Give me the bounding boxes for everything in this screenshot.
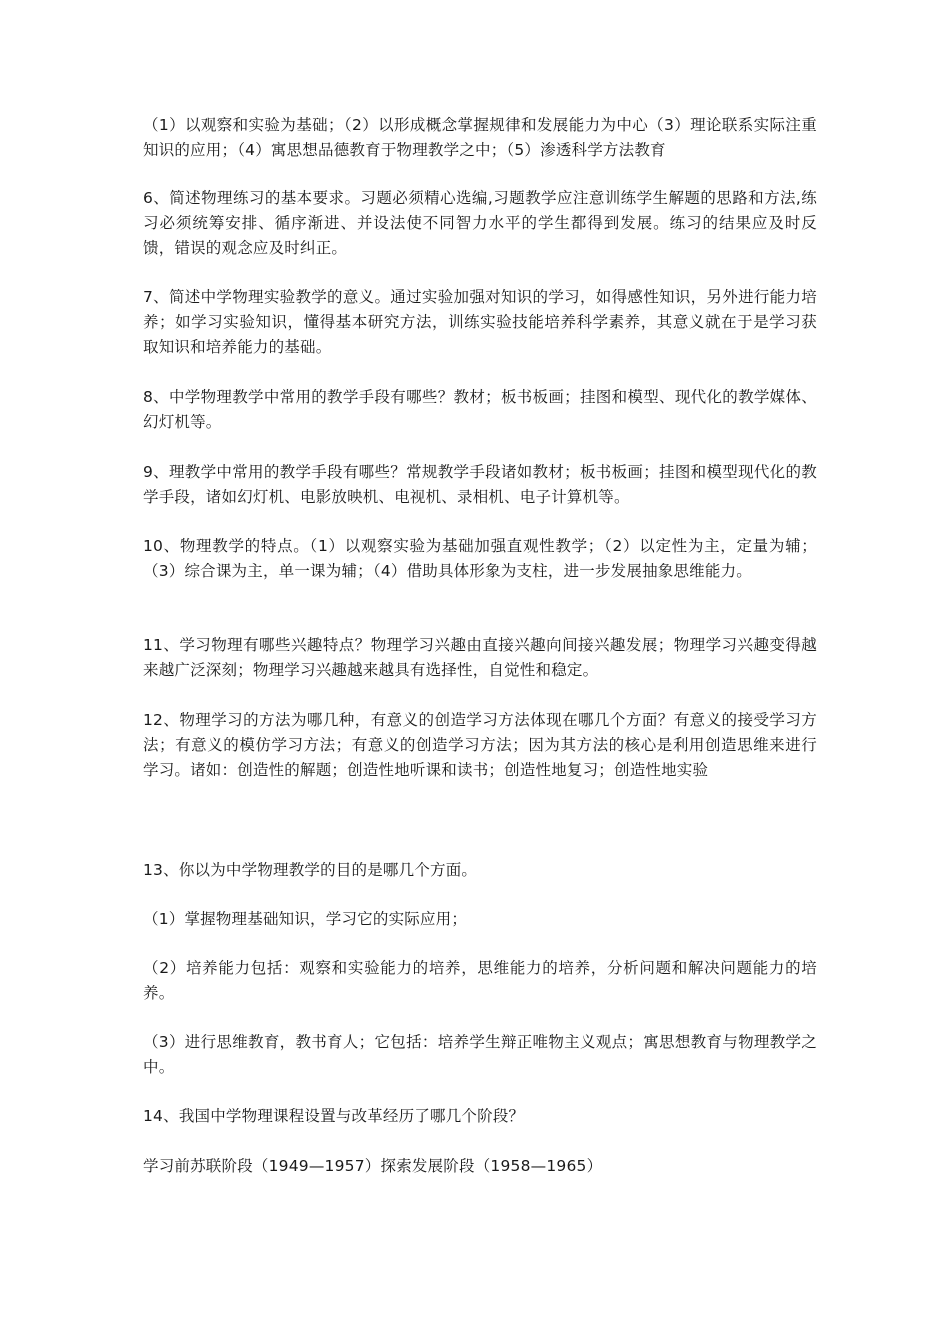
paragraph-q14-stages: 学习前苏联阶段（1949—1957）探索发展阶段（1958—1965） xyxy=(143,1157,603,1175)
paragraph-q11: 11、学习物理有哪些兴趣特点？物理学习兴趣由直接兴趣向间接兴趣发展；物理学习兴趣变得越来越广泛深刻；物理学习兴趣越来越具有选择性，自觉性和稳定。 xyxy=(143,636,817,679)
paragraph-q6: 6、简述物理练习的基本要求。习题必须精心选编,习题教学应注意训练学生解题的思路和方法,练习必须统筹安排、循序渐进、并设法使不同智力水平的学生都得到发展。练习的结果应及时反馈，错误的观念应及时纠正。 xyxy=(143,189,817,257)
paragraph-q9: 9、理教学中常用的教学手段有哪些？常规教学手段诸如教材；板书板画；挂图和模型现代化的教学手段，诸如幻灯机、电影放映机、电视机、录相机、电子计算机等。 xyxy=(143,463,817,506)
paragraph-q12: 12、物理学习的方法为哪几种，有意义的创造学习方法体现在哪几个方面？有意义的接受学习方法；有意义的模仿学习方法；有意义的创造学习方法；因为其方法的核心是利用创造思维来进行学习。诸如：创造性的解题；创造性地听课和读书；创造性地复习；创造性地实验 xyxy=(143,711,817,779)
paragraph-q8: 8、中学物理教学中常用的教学手段有哪些？教材；板书板画；挂图和模型、现代化的教学媒体、幻灯机等。 xyxy=(143,388,817,431)
paragraph-q7: 7、简述中学物理实验教学的意义。通过实验加强对知识的学习，如得感性知识，另外进行能力培养；如学习实验知识，懂得基本研究方法，训练实验技能培养科学素养，其意义就在于是学习获取知识和培养能力的基础。 xyxy=(143,288,817,356)
paragraph-q13-item2: （2）培养能力包括：观察和实验能力的培养，思维能力的培养，分析问题和解决问题能力的培养。 xyxy=(143,959,817,1002)
paragraph-q13-item1: （1）掌握物理基础知识，学习它的实际应用； xyxy=(143,910,468,928)
paragraph-q10: 10、物理教学的特点。（1）以观察实验为基础加强直观性教学；（2）以定性为主，定量为辅；（3）综合课为主，单一课为辅；（4）借助具体形象为支柱，进一步发展抽象思维能力。 xyxy=(143,537,817,580)
paragraph-q14: 14、我国中学物理课程设置与改革经历了哪几个阶段？ xyxy=(143,1107,525,1125)
paragraph-q13-item3: （3）进行思维教育，教书育人；它包括：培养学生辩正唯物主义观点；寓思想教育与物理教学之中。 xyxy=(143,1033,817,1076)
paragraph-principles: （1）以观察和实验为基础；（2）以形成概念掌握规律和发展能力为中心（3）理论联系实际注重知识的应用；（4）寓思想品德教育于物理教学之中；（5）渗透科学方法教育 xyxy=(143,116,817,159)
paragraph-q13: 13、你以为中学物理教学的目的是哪几个方面。 xyxy=(143,861,478,879)
